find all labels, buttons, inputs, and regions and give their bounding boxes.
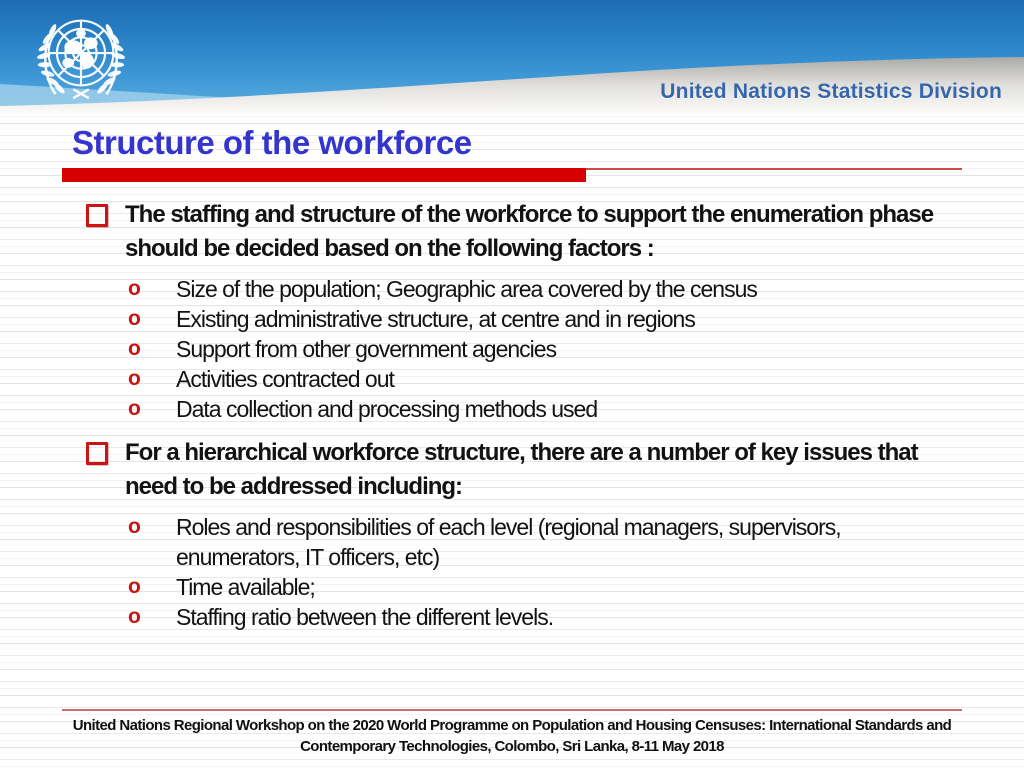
sub-bullet-item bbox=[128, 274, 996, 304]
o-bullet-icon: o bbox=[128, 397, 141, 420]
title-underline-bar bbox=[62, 168, 586, 182]
footer-text: United Nations Regional Workshop on the 2020 World Programme on Population and Housing Censuses: International Standards and Contemporary Technologies, Colombo, Sri Lanka, 8-11 May 2018 bbox=[72, 717, 952, 755]
sub-bullet-item bbox=[128, 602, 996, 632]
slide-body bbox=[86, 198, 996, 632]
sub-bullet-item bbox=[128, 304, 996, 334]
o-bullet-icon: o bbox=[128, 515, 141, 538]
square-bullet-icon bbox=[86, 198, 125, 266]
sub-bullet-item bbox=[128, 394, 996, 424]
spacer bbox=[86, 424, 996, 436]
slide-title: Structure of the workforce bbox=[72, 124, 472, 161]
sub-bullet-text: Staffing ratio between the different levels. bbox=[176, 604, 554, 630]
square-bullet-icon bbox=[86, 436, 125, 504]
o-bullet-icon: o bbox=[128, 337, 141, 360]
o-bullet-icon: o bbox=[128, 605, 141, 628]
sub-bullet-text: Roles and responsibilities of each level (regional managers, supervisors, enumerators, IT officers, etc) bbox=[176, 514, 841, 570]
sub-bullet-text: Existing administrative structure, at centre and in regions bbox=[176, 306, 695, 332]
sub-bullet-text: Data collection and processing methods used bbox=[176, 396, 598, 422]
un-emblem-icon bbox=[22, 4, 140, 106]
o-bullet-icon: o bbox=[128, 307, 141, 330]
bullet-item bbox=[86, 198, 996, 266]
slide-header bbox=[0, 0, 1024, 115]
bullet-item bbox=[86, 436, 996, 504]
bullet-text: For a hierarchical workforce structure, there are a number of key issues that need to be addressed including: bbox=[125, 439, 918, 500]
footer bbox=[62, 709, 962, 757]
o-bullet-icon: o bbox=[128, 277, 141, 300]
sub-bullet-text: Time available; bbox=[176, 574, 315, 600]
org-name-text: United Nations Statistics Division bbox=[660, 80, 1002, 103]
o-bullet-icon: o bbox=[128, 575, 141, 598]
sub-bullet-item bbox=[128, 334, 996, 364]
sub-bullet-text: Activities contracted out bbox=[176, 366, 394, 392]
sub-bullet-item bbox=[128, 572, 996, 602]
sub-bullet-text: Size of the population; Geographic area covered by the census bbox=[176, 276, 757, 302]
bullet-text: The staffing and structure of the workforce to support the enumeration phase should be decided based on the following factors : bbox=[125, 201, 934, 262]
o-bullet-icon: o bbox=[128, 367, 141, 390]
sub-bullet-item bbox=[128, 364, 996, 394]
sub-bullet-item bbox=[128, 512, 996, 572]
sub-bullet-text: Support from other government agencies bbox=[176, 336, 557, 362]
